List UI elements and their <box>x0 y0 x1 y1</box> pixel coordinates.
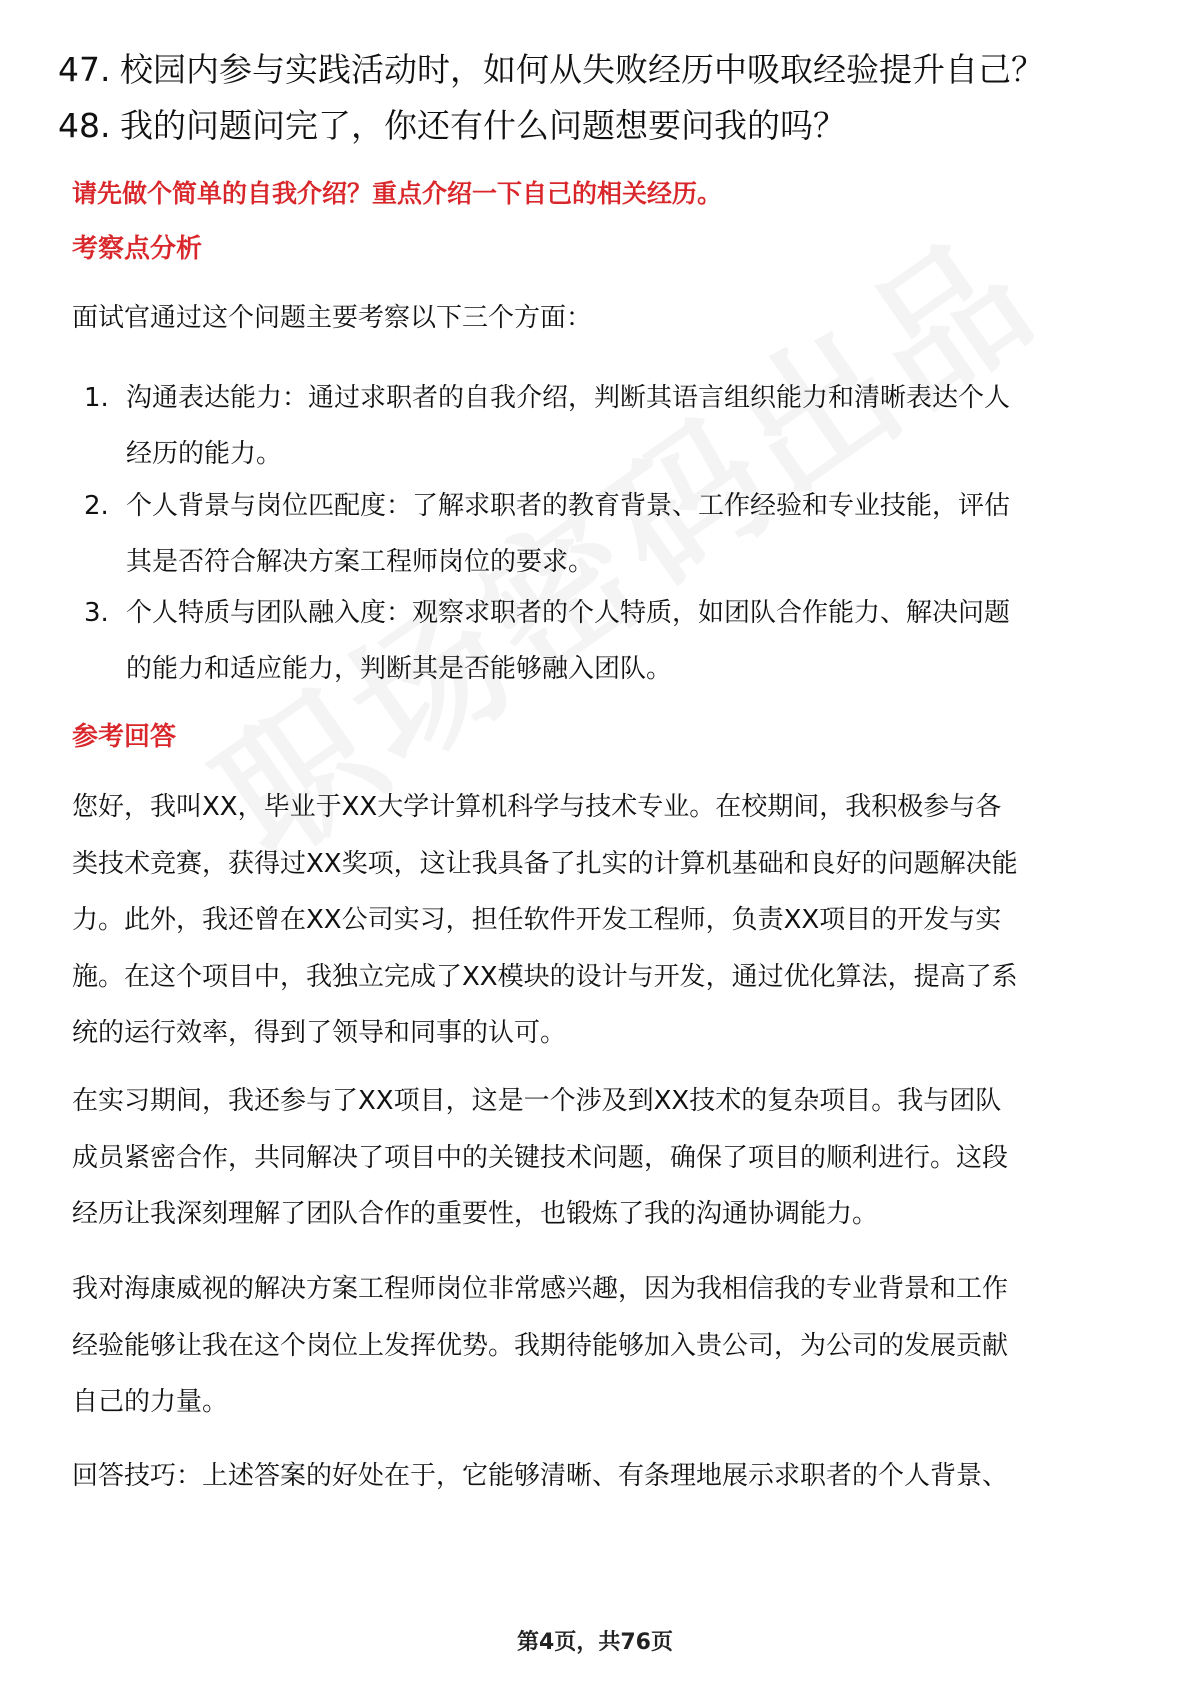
question-text: 校园内参与实践活动时，如何从失败经历中吸取经验提升自己？ <box>120 50 1044 89</box>
answer-paragraph-1 <box>72 779 1132 1062</box>
paragraph-line: 面试官通过这个问题主要考察以下三个方面： <box>72 303 593 333</box>
list-line: 个人背景与岗位匹配度：了解求职者的教育背景、工作经验和专业技能，评估 <box>126 491 1011 521</box>
answer-heading: 参考回答 <box>72 722 177 752</box>
list-line: 个人特质与团队融入度：观察求职者的个人特质，如团队合作能力、解决问题 <box>126 598 1011 628</box>
paragraph-line: 力。此外，我还曾在XX公司实习，担任软件开发工程师，负责XX项目的开发与实 <box>72 905 1002 935</box>
question-text: 我的问题问完了，你还有什么问题想要问我的吗？ <box>120 106 846 145</box>
question-number: 47. <box>58 50 111 89</box>
paragraph-line: 您好，我叫XX，毕业于XX大学计算机科学与技术专业。在校期间，我积极参与各 <box>72 792 1002 822</box>
paragraph-line: 统的运行效率，得到了领导和同事的认可。 <box>72 1018 567 1048</box>
list-line: 其是否符合解决方案工程师岗位的要求。 <box>126 547 595 577</box>
question-number: 48. <box>58 106 111 145</box>
question-48 <box>58 106 846 146</box>
list-line: 沟通表达能力：通过求职者的自我介绍，判断其语言组织能力和清晰表达个人 <box>126 383 1011 413</box>
list-line: 的能力和适应能力，判断其是否能够融入团队。 <box>126 654 673 684</box>
paragraph-line: 施。在这个项目中，我独立完成了XX模块的设计与开发，通过优化算法，提高了系 <box>72 961 1018 992</box>
answer-paragraph-2 <box>72 1073 1132 1243</box>
analysis-intro <box>72 290 1132 347</box>
answer-tips <box>72 1448 1132 1505</box>
list-number: 1. <box>84 383 109 413</box>
page-footer: 第4页，共76页 <box>517 1630 673 1655</box>
paragraph-line: 成员紧密合作，共同解决了项目中的关键技术问题，确保了项目的顺利进行。这段 <box>72 1142 1009 1173</box>
list-text <box>126 585 1010 697</box>
paragraph-line: 我对海康威视的解决方案工程师岗位非常感兴趣，因为我相信我的专业背景和工作 <box>72 1274 1009 1304</box>
list-line: 经历的能力。 <box>126 439 283 469</box>
list-text <box>126 478 1010 590</box>
list-text <box>126 370 1010 482</box>
answer-paragraph-3 <box>72 1261 1132 1431</box>
analysis-heading: 考察点分析 <box>72 234 203 264</box>
paragraph-line: 经历让我深刻理解了团队合作的重要性，也锻炼了我的沟通协调能力。 <box>72 1199 879 1229</box>
main-question-heading: 请先做个简单的自我介绍？重点介绍一下自己的相关经历。 <box>72 179 723 208</box>
paragraph-line: 回答技巧：上述答案的好处在于，它能够清晰、有条理地展示求职者的个人背景、 <box>72 1461 1009 1491</box>
paragraph-line: 经验能够让我在这个岗位上发挥优势。我期待能够加入贵公司，为公司的发展贡献 <box>72 1330 1009 1361</box>
paragraph-line: 类技术竞赛，获得过XX奖项，这让我具备了扎实的计算机基础和良好的问题解决能 <box>72 848 1018 879</box>
paragraph-line: 自己的力量。 <box>72 1387 229 1417</box>
paragraph-line: 在实习期间，我还参与了XX项目，这是一个涉及到XX技术的复杂项目。我与团队 <box>72 1086 1002 1116</box>
list-number: 2. <box>84 491 109 521</box>
question-47 <box>58 50 1044 90</box>
list-number: 3. <box>84 598 109 628</box>
